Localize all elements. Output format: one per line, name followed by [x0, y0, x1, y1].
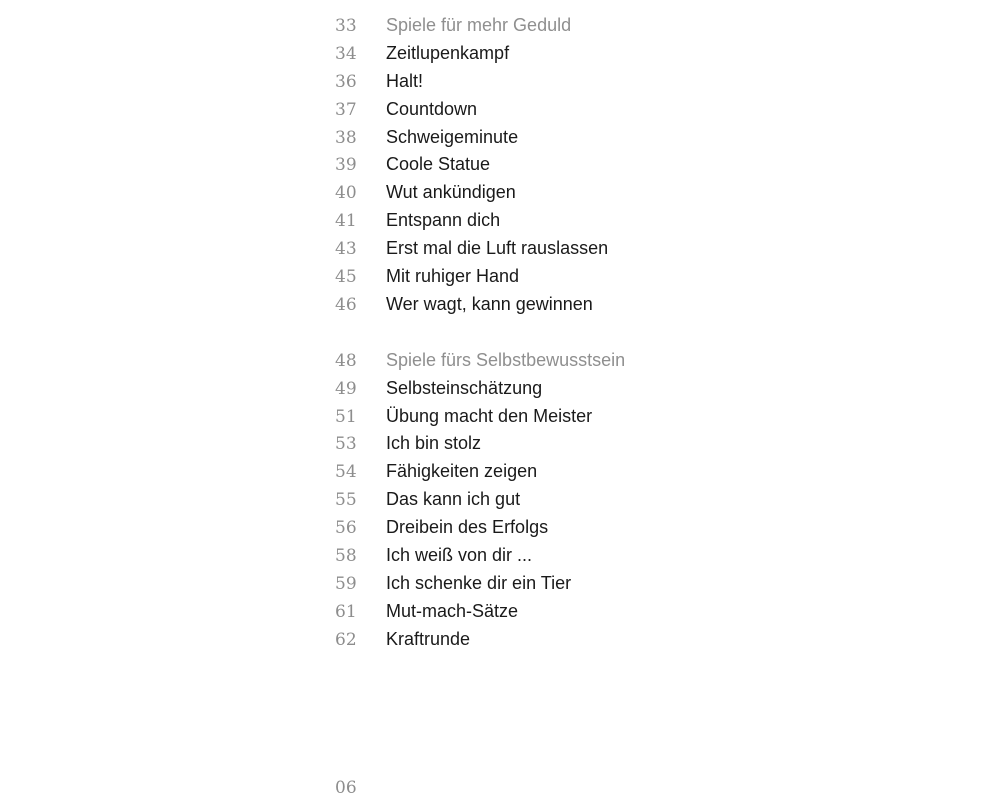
toc-entry: [335, 403, 695, 431]
toc-page-number: 37: [335, 99, 357, 120]
toc-entry: [335, 430, 695, 458]
toc-page-number: 56: [335, 518, 357, 539]
toc-entry-title: Mut-mach-Sätze: [386, 600, 519, 621]
toc-entry: [335, 96, 695, 124]
toc-page-number: 33: [335, 16, 357, 36]
toc-entry-title: Halt!: [386, 70, 424, 91]
toc-entry-title: Dreibein des Erfolgs: [386, 517, 549, 538]
toc-entry-title: Ich weiß von dir ...: [386, 545, 533, 566]
toc-page-number: 53: [335, 434, 357, 455]
toc-entry: [335, 68, 695, 96]
toc-entry: [335, 40, 695, 68]
toc-page-number: 43: [335, 239, 357, 260]
toc-page-number: 38: [335, 127, 357, 148]
toc-entry-title: Ich schenke dir ein Tier: [386, 572, 572, 593]
toc-page-number: 61: [335, 601, 357, 622]
toc-entry-title: Entspann dich: [386, 210, 501, 231]
toc-entry: [335, 291, 695, 319]
toc-entry: [335, 375, 695, 403]
toc-page-number: 59: [335, 573, 357, 594]
toc-section-heading: [335, 12, 695, 40]
toc-section-heading: [335, 347, 695, 375]
toc-page-number: 51: [335, 406, 357, 427]
toc-page-number: 41: [335, 211, 357, 232]
toc-page-number: 54: [335, 462, 357, 483]
toc-page-number: 49: [335, 378, 357, 399]
toc-section-title: Spiele für mehr Geduld: [386, 15, 572, 35]
toc-entry-title: Wer wagt, kann gewinnen: [386, 293, 593, 314]
toc-entry-title: Kraftrunde: [386, 628, 471, 649]
toc-entry-title: Das kann ich gut: [386, 489, 521, 510]
toc-entry-title: Übung macht den Meister: [386, 405, 593, 426]
toc-page-number: 36: [335, 71, 357, 92]
toc-entry-title: Erst mal die Luft rauslassen: [386, 238, 609, 259]
toc-page-number: 62: [335, 629, 357, 650]
toc-entry: [335, 570, 695, 598]
toc-entry-title: Countdown: [386, 98, 478, 119]
toc-entry-title: Mit ruhiger Hand: [386, 266, 520, 287]
toc-entry: [335, 626, 695, 654]
toc-entry-title: Zeitlupenkampf: [386, 42, 510, 63]
toc-entry: [335, 263, 695, 291]
toc-entry: [335, 179, 695, 207]
folio-page-number: 06: [335, 778, 357, 798]
table-of-contents: [335, 12, 695, 654]
toc-entry-title: Selbsteinschätzung: [386, 377, 543, 398]
toc-section-self-confidence: [335, 347, 695, 654]
toc-entry: [335, 486, 695, 514]
toc-entry: [335, 235, 695, 263]
toc-section-patience: [335, 12, 695, 319]
toc-page-number: 40: [335, 183, 357, 204]
toc-entry: [335, 458, 695, 486]
toc-entry-title: Ich bin stolz: [386, 433, 482, 454]
toc-page-number: 45: [335, 267, 357, 288]
toc-page-number: 48: [335, 350, 357, 371]
toc-entry-title: Coole Statue: [386, 154, 491, 175]
toc-page-number: 34: [335, 43, 357, 64]
toc-entry-title: Wut ankündigen: [386, 182, 516, 203]
toc-page-number: 55: [335, 490, 357, 511]
toc-page-number: 58: [335, 546, 357, 567]
toc-entry: [335, 598, 695, 626]
toc-section-title: Spiele fürs Selbstbewusstsein: [386, 349, 626, 370]
toc-entry: [335, 207, 695, 235]
toc-entry: [335, 124, 695, 152]
toc-entry-title: Schweigeminute: [386, 126, 519, 147]
toc-entry: [335, 514, 695, 542]
toc-page-number: 46: [335, 294, 357, 315]
toc-entry: [335, 542, 695, 570]
toc-page-number: 39: [335, 155, 357, 176]
toc-entry-title: Fähigkeiten zeigen: [386, 461, 538, 482]
toc-entry: [335, 151, 695, 179]
